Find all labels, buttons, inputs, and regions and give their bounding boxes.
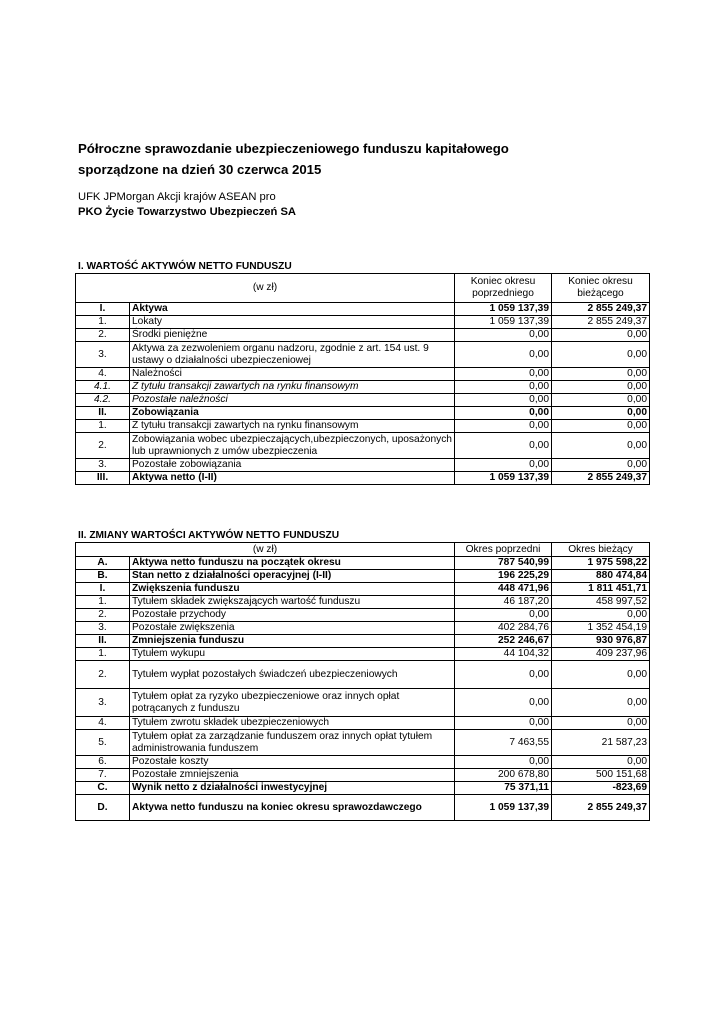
row-label: Pozostałe zwiększenia [130, 622, 455, 635]
report-title [78, 138, 509, 180]
row-label: Należności [130, 368, 455, 381]
table-row [76, 394, 650, 407]
row-label: Aktywa netto funduszu na koniec okresu sprawozdawczego [130, 795, 455, 821]
row-label: Aktywa netto (I-II) [130, 472, 455, 485]
row-number: 3. [76, 689, 130, 717]
row-value-curr: 0,00 [552, 459, 650, 472]
table-row [76, 420, 650, 433]
row-number: 4. [76, 368, 130, 381]
row-label: Zmniejszenia funduszu [130, 635, 455, 648]
table-row [76, 609, 650, 622]
row-number: D. [76, 795, 130, 821]
row-value-curr: 1 975 598,22 [552, 557, 650, 570]
row-value-prev: 0,00 [455, 756, 552, 769]
row-label: Tytułem wypłat pozostałych świadczeń ubezpieczeniowych [130, 661, 455, 689]
row-value-prev: 196 225,29 [455, 570, 552, 583]
table-row [76, 622, 650, 635]
row-value-prev: 448 471,96 [455, 583, 552, 596]
table-row [76, 557, 650, 570]
row-number: 4.1. [76, 381, 130, 394]
row-label: Zobowiązania wobec ubezpieczających,ubezpieczonych, uposażonych lub uprawnionych z umów ubezpieczenia [130, 433, 455, 459]
unit-header: (w zł) [76, 543, 455, 557]
table-row [76, 661, 650, 689]
row-value-curr: 0,00 [552, 689, 650, 717]
row-number: 1. [76, 648, 130, 661]
row-number: 6. [76, 756, 130, 769]
row-value-prev: 787 540,99 [455, 557, 552, 570]
table-row [76, 689, 650, 717]
row-value-curr: 1 352 454,19 [552, 622, 650, 635]
row-value-prev: 75 371,11 [455, 782, 552, 795]
row-value-prev: 44 104,32 [455, 648, 552, 661]
table-row [76, 316, 650, 329]
row-label: Zwiększenia funduszu [130, 583, 455, 596]
row-value-curr: 0,00 [552, 661, 650, 689]
row-number: 3. [76, 622, 130, 635]
row-value-prev: 0,00 [455, 394, 552, 407]
table-row [76, 433, 650, 459]
row-label: Z tytułu transakcji zawartych na rynku finansowym [130, 420, 455, 433]
row-value-curr: 930 976,87 [552, 635, 650, 648]
row-number: 3. [76, 459, 130, 472]
row-value-curr: 409 237,96 [552, 648, 650, 661]
section1-heading: I. WARTOŚĆ AKTYWÓW NETTO FUNDUSZU [78, 261, 292, 272]
row-label: Zobowiązania [130, 407, 455, 420]
table-row [76, 407, 650, 420]
row-value-prev: 0,00 [455, 609, 552, 622]
row-label: Aktywa netto funduszu na początek okresu [130, 557, 455, 570]
row-label: Wynik netto z działalności inwestycyjnej [130, 782, 455, 795]
row-label: Tytułem wykupu [130, 648, 455, 661]
row-number: 2. [76, 329, 130, 342]
row-value-prev: 7 463,55 [455, 730, 552, 756]
row-value-prev: 0,00 [455, 407, 552, 420]
row-number: III. [76, 472, 130, 485]
report-title-line1: Półroczne sprawozdanie ubezpieczeniowego funduszu kapitałowego [78, 141, 509, 156]
row-label: Lokaty [130, 316, 455, 329]
row-number: A. [76, 557, 130, 570]
row-value-curr: 2 855 249,37 [552, 472, 650, 485]
table-row [76, 795, 650, 821]
table-row [76, 459, 650, 472]
fund-info [78, 190, 296, 220]
row-value-prev: 0,00 [455, 368, 552, 381]
row-number: B. [76, 570, 130, 583]
row-value-curr: -823,69 [552, 782, 650, 795]
row-number: 2. [76, 433, 130, 459]
row-value-curr: 0,00 [552, 756, 650, 769]
row-value-prev: 252 246,67 [455, 635, 552, 648]
table-row [76, 570, 650, 583]
row-value-prev: 200 678,80 [455, 769, 552, 782]
table-row [76, 583, 650, 596]
row-label: Pozostałe przychody [130, 609, 455, 622]
row-number: 1. [76, 316, 130, 329]
table-row [76, 730, 650, 756]
row-label: Pozostałe zmniejszenia [130, 769, 455, 782]
company-name: PKO Życie Towarzystwo Ubezpieczeń SA [78, 206, 297, 218]
row-value-prev: 1 059 137,39 [455, 472, 552, 485]
row-number: I. [76, 303, 130, 316]
row-label: Tytułem opłat za ryzyko ubezpieczeniowe oraz innych opłat potrącanych z funduszu [130, 689, 455, 717]
row-value-curr: 0,00 [552, 717, 650, 730]
row-number: 2. [76, 609, 130, 622]
table-header-row [76, 274, 650, 303]
row-value-prev: 0,00 [455, 459, 552, 472]
row-label: Pozostałe należności [130, 394, 455, 407]
row-number: 5. [76, 730, 130, 756]
row-number: II. [76, 635, 130, 648]
table-row [76, 756, 650, 769]
row-value-prev: 0,00 [455, 717, 552, 730]
table-row [76, 368, 650, 381]
row-number: 3. [76, 342, 130, 368]
table-row [76, 769, 650, 782]
row-label: Stan netto z działalności operacyjnej (I-II) [130, 570, 455, 583]
row-label: Pozostałe koszty [130, 756, 455, 769]
table-row [76, 717, 650, 730]
table-header-row [76, 543, 650, 557]
row-number: 4. [76, 717, 130, 730]
row-value-curr: 0,00 [552, 407, 650, 420]
row-number: I. [76, 583, 130, 596]
row-value-prev: 1 059 137,39 [455, 303, 552, 316]
row-number: 4.2. [76, 394, 130, 407]
row-value-curr: 2 855 249,37 [552, 795, 650, 821]
table-row [76, 342, 650, 368]
row-number: 2. [76, 661, 130, 689]
row-label: Z tytułu transakcji zawartych na rynku finansowym [130, 381, 455, 394]
row-value-curr: 880 474,84 [552, 570, 650, 583]
row-number: C. [76, 782, 130, 795]
section2-heading: II. ZMIANY WARTOŚCI AKTYWÓW NETTO FUNDUSZU [78, 530, 340, 541]
row-label: Tytułem zwrotu składek ubezpieczeniowych [130, 717, 455, 730]
table-row [76, 303, 650, 316]
net-assets-table [75, 273, 650, 485]
row-label: Tytułem składek zwiększających wartość funduszu [130, 596, 455, 609]
col-prev-header: Okres poprzedni [455, 543, 552, 557]
row-value-prev: 0,00 [455, 689, 552, 717]
row-number: 1. [76, 420, 130, 433]
row-label: Środki pieniężne [130, 329, 455, 342]
changes-table [75, 542, 650, 821]
table-row [76, 381, 650, 394]
row-value-prev: 1 059 137,39 [455, 316, 552, 329]
row-number: 7. [76, 769, 130, 782]
row-value-prev: 1 059 137,39 [455, 795, 552, 821]
row-label: Aktywa [130, 303, 455, 316]
table-row [76, 635, 650, 648]
row-value-curr: 0,00 [552, 381, 650, 394]
row-label: Tytułem opłat za zarządzanie funduszem oraz innych opłat tytułem administrowania funduszem [130, 730, 455, 756]
row-value-prev: 0,00 [455, 329, 552, 342]
row-value-curr: 0,00 [552, 368, 650, 381]
row-number: 1. [76, 596, 130, 609]
row-value-prev: 0,00 [455, 342, 552, 368]
row-value-curr: 1 811 451,71 [552, 583, 650, 596]
row-label: Aktywa za zezwoleniem organu nadzoru, zgodnie z art. 154 ust. 9 ustawy o działalności ubezpieczeniowej [130, 342, 455, 368]
row-value-curr: 0,00 [552, 420, 650, 433]
row-value-prev: 0,00 [455, 420, 552, 433]
row-number: II. [76, 407, 130, 420]
col-curr-header: Okres bieżący [552, 543, 650, 557]
table-row [76, 782, 650, 795]
table-row [76, 648, 650, 661]
row-value-curr: 21 587,23 [552, 730, 650, 756]
row-value-curr: 0,00 [552, 609, 650, 622]
table-row [76, 472, 650, 485]
row-value-curr: 0,00 [552, 342, 650, 368]
col-curr-header: Koniec okresu bieżącego [552, 274, 650, 303]
row-value-prev: 0,00 [455, 433, 552, 459]
row-value-curr: 500 151,68 [552, 769, 650, 782]
row-value-curr: 2 855 249,37 [552, 303, 650, 316]
row-label: Pozostałe zobowiązania [130, 459, 455, 472]
row-value-curr: 0,00 [552, 394, 650, 407]
row-value-prev: 0,00 [455, 381, 552, 394]
unit-header: (w zł) [76, 274, 455, 303]
report-title-line2: sporządzone na dzień 30 czerwca 2015 [78, 162, 322, 177]
table-row [76, 596, 650, 609]
row-value-prev: 402 284,76 [455, 622, 552, 635]
row-value-prev: 46 187,20 [455, 596, 552, 609]
row-value-curr: 0,00 [552, 329, 650, 342]
table-row [76, 329, 650, 342]
row-value-curr: 458 997,52 [552, 596, 650, 609]
row-value-curr: 2 855 249,37 [552, 316, 650, 329]
row-value-curr: 0,00 [552, 433, 650, 459]
col-prev-header: Koniec okresu poprzedniego [455, 274, 552, 303]
row-value-prev: 0,00 [455, 661, 552, 689]
fund-name: UFK JPMorgan Akcji krajów ASEAN pro [78, 191, 276, 203]
